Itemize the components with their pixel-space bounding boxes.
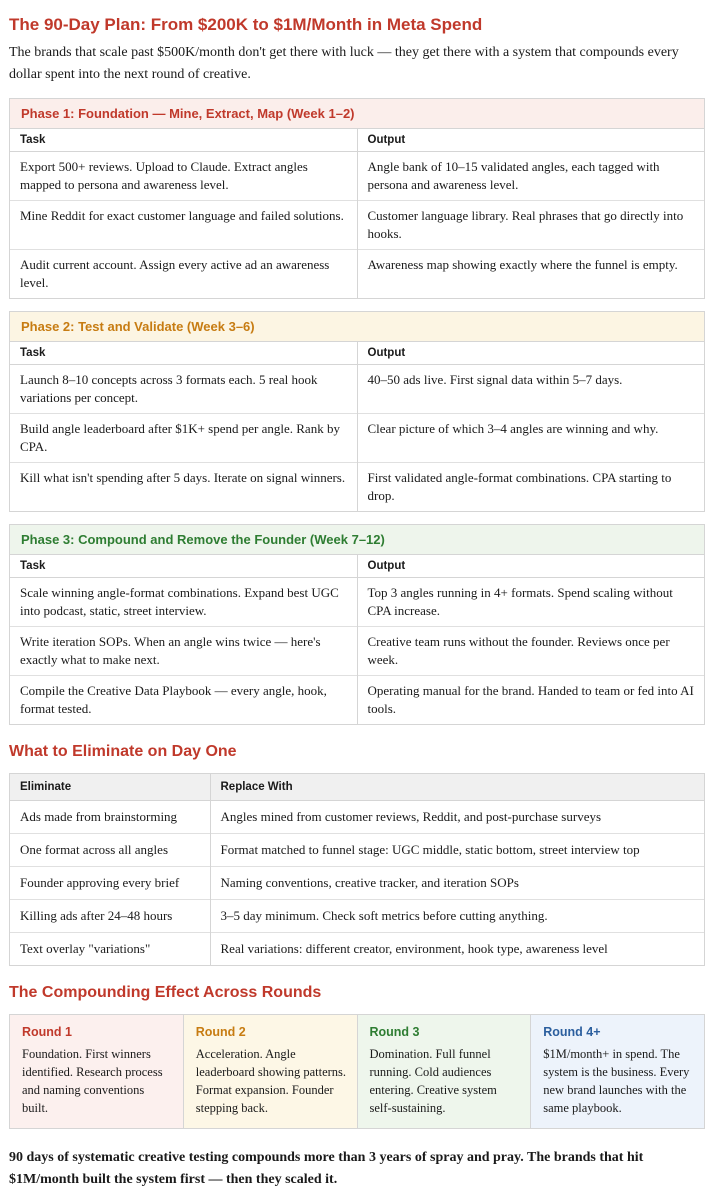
eliminate-cell: Ads made from brainstorming: [10, 801, 210, 834]
output-cell: Clear picture of which 3–4 angles are winning and why.: [357, 414, 704, 463]
replace-cell: Real variations: different creator, environment, hook type, awareness level: [210, 933, 704, 966]
eliminate-cell: Text overlay "variations": [10, 933, 210, 966]
round-title: Round 1: [22, 1025, 72, 1039]
task-cell: Kill what isn't spending after 5 days. Iterate on signal winners.: [10, 463, 357, 512]
round-body: $1M/month+ in spend. The system is the business. Every new brand launches with the same playbook.: [543, 1047, 690, 1115]
table-row: [10, 900, 704, 933]
phase-3-table: [10, 555, 704, 724]
eliminate-table-wrap: [9, 773, 705, 966]
table-header-row: [10, 129, 704, 152]
replace-cell: Naming conventions, creative tracker, and iteration SOPs: [210, 867, 704, 900]
column-header-eliminate: Eliminate: [10, 774, 210, 801]
table-row: [10, 201, 704, 250]
round-body: Domination. Full funnel running. Cold audiences entering. Creative system self-sustaining.: [369, 1047, 497, 1115]
eliminate-cell: Founder approving every brief: [10, 867, 210, 900]
eliminate-heading: What to Eliminate on Day One: [9, 743, 237, 760]
table-row: [10, 627, 704, 676]
task-cell: Scale winning angle-format combinations. Expand best UGC into podcast, static, street interview.: [10, 578, 357, 627]
phase-3-block: [9, 524, 705, 725]
column-header-output: Output: [357, 342, 704, 365]
task-cell: Mine Reddit for exact customer language and failed solutions.: [10, 201, 357, 250]
replace-cell: Angles mined from customer reviews, Reddit, and post-purchase surveys: [210, 801, 704, 834]
table-header-row: [10, 555, 704, 578]
task-cell: Audit current account. Assign every active ad an awareness level.: [10, 250, 357, 299]
table-row: [10, 801, 704, 834]
round-card-2: [184, 1015, 358, 1128]
round-card-4: [531, 1015, 704, 1128]
column-header-output: Output: [357, 129, 704, 152]
column-header-task: Task: [10, 129, 357, 152]
table-header-row: [10, 774, 704, 801]
table-row: [10, 250, 704, 299]
replace-cell: 3–5 day minimum. Check soft metrics before cutting anything.: [210, 900, 704, 933]
table-row: [10, 365, 704, 414]
table-row: [10, 463, 704, 512]
output-cell: Angle bank of 10–15 validated angles, each tagged with persona and awareness level.: [367, 159, 660, 192]
output-cell: Operating manual for the brand. Handed to team or fed into AI tools.: [357, 676, 704, 725]
output-cell: Customer language library. Real phrases that go directly into hooks.: [357, 201, 704, 250]
phase-3-title: Phase 3: Compound and Remove the Founder (Week 7–12): [10, 525, 704, 555]
phase-2-title: Phase 2: Test and Validate (Week 3–6): [10, 312, 704, 342]
compounding-heading: The Compounding Effect Across Rounds: [9, 984, 322, 1001]
table-row: [10, 152, 704, 201]
task-cell: Compile the Creative Data Playbook — every angle, hook, format tested.: [10, 676, 357, 725]
column-header-replace: Replace With: [210, 774, 704, 801]
eliminate-table: [10, 774, 704, 965]
replace-cell: Format matched to funnel stage: UGC middle, static bottom, street interview top: [210, 834, 704, 867]
column-header-output: Output: [357, 555, 704, 578]
closing-statement: 90 days of systematic creative testing compounds more than 3 years of spray and pray. The brands that hit $1M/month built the system first — then they scaled it.: [9, 1150, 644, 1187]
table-row: [10, 834, 704, 867]
phase-1-table: [10, 129, 704, 298]
table-header-row: [10, 342, 704, 365]
output-cell: First validated angle-format combinations. CPA starting to drop.: [357, 463, 704, 512]
output-cell: 40–50 ads live. First signal data within 5–7 days.: [367, 372, 623, 387]
column-header-task: Task: [10, 555, 357, 578]
output-cell: Top 3 angles running in 4+ formats. Spend scaling without CPA increase.: [367, 585, 673, 618]
phase-2-table: [10, 342, 704, 511]
phase-1-title: Phase 1: Foundation — Mine, Extract, Map (Week 1–2): [10, 99, 704, 129]
round-body: Foundation. First winners identified. Research process and naming conventions built.: [22, 1047, 163, 1115]
table-row: [10, 414, 704, 463]
task-cell: Write iteration SOPs. When an angle wins twice — here's exactly what to make next.: [10, 627, 357, 676]
table-row: [10, 867, 704, 900]
table-row: [10, 676, 704, 725]
phase-2-block: [9, 311, 705, 512]
intro-paragraph: The brands that scale past $500K/month don't get there with luck — they get there with a system that compounds every dollar spent into the next round of creative.: [9, 45, 679, 82]
rounds-grid: [9, 1014, 705, 1129]
round-card-1: [10, 1015, 184, 1128]
eliminate-cell: Killing ads after 24–48 hours: [10, 900, 210, 933]
task-cell: Launch 8–10 concepts across 3 formats each. 5 real hook variations per concept.: [10, 365, 357, 414]
phase-1-block: [9, 98, 705, 299]
task-cell: Export 500+ reviews. Upload to Claude. Extract angles mapped to persona and awareness level.: [10, 152, 357, 201]
round-title: Round 4+: [543, 1025, 601, 1039]
task-cell: Build angle leaderboard after $1K+ spend per angle. Rank by CPA.: [10, 414, 357, 463]
output-cell: Creative team runs without the founder. Reviews once per week.: [357, 627, 704, 676]
output-cell: Awareness map showing exactly where the funnel is empty.: [357, 250, 704, 299]
page-title: The 90-Day Plan: From $200K to $1M/Month in Meta Spend: [9, 15, 483, 34]
table-row: [10, 933, 704, 966]
eliminate-cell: One format across all angles: [10, 834, 210, 867]
table-row: [10, 578, 704, 627]
round-title: Round 2: [195, 1025, 246, 1039]
column-header-task: Task: [10, 342, 357, 365]
round-title: Round 3: [369, 1025, 420, 1039]
round-card-3: [358, 1015, 532, 1128]
round-body: Acceleration. Angle leaderboard showing patterns. Format expansion. Founder stepping back.: [195, 1047, 347, 1115]
